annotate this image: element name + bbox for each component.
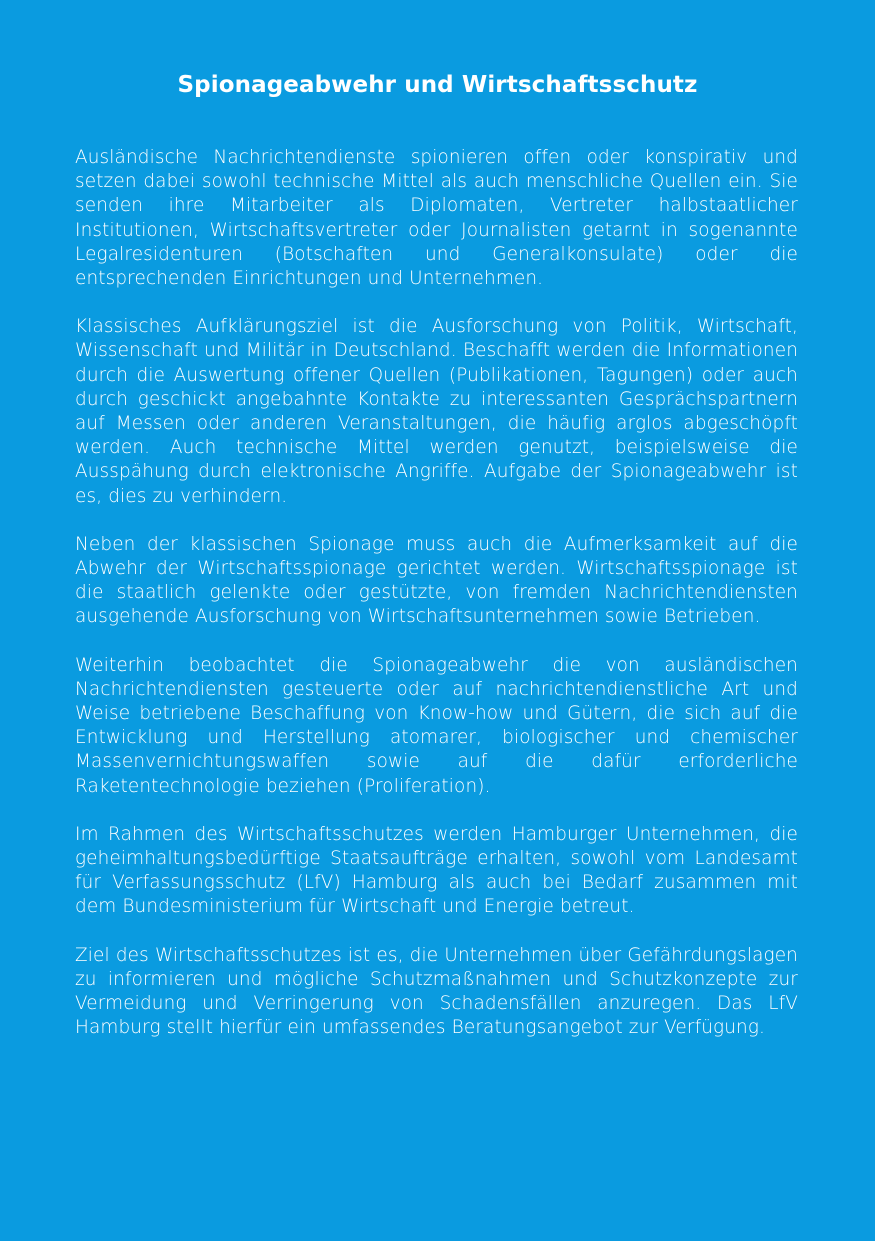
paragraph-2: Klassisches Aufklärungsziel ist die Ausforschung von Politik, Wirtschaft, Wissenschaft und Militär in Deutschland. Beschafft werden die Informationen durch die Auswertung offener Quellen (Publikationen, Tagungen) oder auch durch geschickt angebahnte Kontakte zu interessanten Gesprächspartnern auf Messen oder anderen Veranstaltungen, die häufig arglos abgeschöpft werden. Auch technische Mittel werden genutzt, beispielsweise die Ausspähung durch elektronische Angriffe. Aufgabe der Spionageabwehr ist es, dies zu verhindern. xyxy=(75,316,798,507)
paragraph-5: Im Rahmen des Wirtschaftsschutzes werden Hamburger Unternehmen, die geheimhaltungsbedürftige Staatsaufträge erhalten, sowohl vom Landesamt für Verfassungsschutz (LfV) Hamburg als auch bei Bedarf zusammen mit dem Bundesministerium für Wirtschaft und Energie betreut. xyxy=(75,823,798,918)
body-text xyxy=(75,146,798,1065)
paragraph-3: Neben der klassischen Spionage muss auch die Aufmerksamkeit auf die Abwehr der Wirtschaftsspionage gerichtet werden. Wirtschaftsspionage ist die staatlich gelenkte oder gestützte, von fremden Nachrichtendiensten ausgehende Ausforschung von Wirtschaftsunternehmen sowie Betrieben. xyxy=(75,533,798,628)
paragraph-1: Ausländische Nachrichtendienste spionieren offen oder konspirativ und setzen dabei sowohl technische Mittel als auch menschliche Quellen ein. Sie senden ihre Mitarbeiter als Diplomaten, Vertreter halbstaatlicher Institutionen, Wirtschaftsvertreter oder Journalisten getarnt in sogenannte Legalresidenturen (Botschaften und Generalkonsulate) oder die entsprechenden Einrichtungen und Unternehmen. xyxy=(75,147,798,290)
page-title: Spionageabwehr und Wirtschaftsschutz xyxy=(177,72,698,98)
paragraph-6: Ziel des Wirtschaftsschutzes ist es, die Unternehmen über Gefährdungslagen zu informieren und mögliche Schutzmaßnahmen und Schutzkonzepte zur Vermeidung und Verringerung von Schadensfällen anzuregen. Das LfV Hamburg stellt hierfür ein umfassendes Beratungsangebot zur Verfügung. xyxy=(75,944,798,1039)
paragraph-4: Weiterhin beobachtet die Spionageabwehr die von ausländischen Nachrichtendiensten gesteuerte oder auf nachrichtendienstliche Art und Weise betriebene Beschaffung von Know-how und Gütern, die sich auf die Entwicklung und Herstellung atomarer, biologischer und chemischer Massenvernichtungswaffen sowie auf die dafür erforderliche Raketentechnologie beziehen (Proliferation). xyxy=(75,654,798,797)
